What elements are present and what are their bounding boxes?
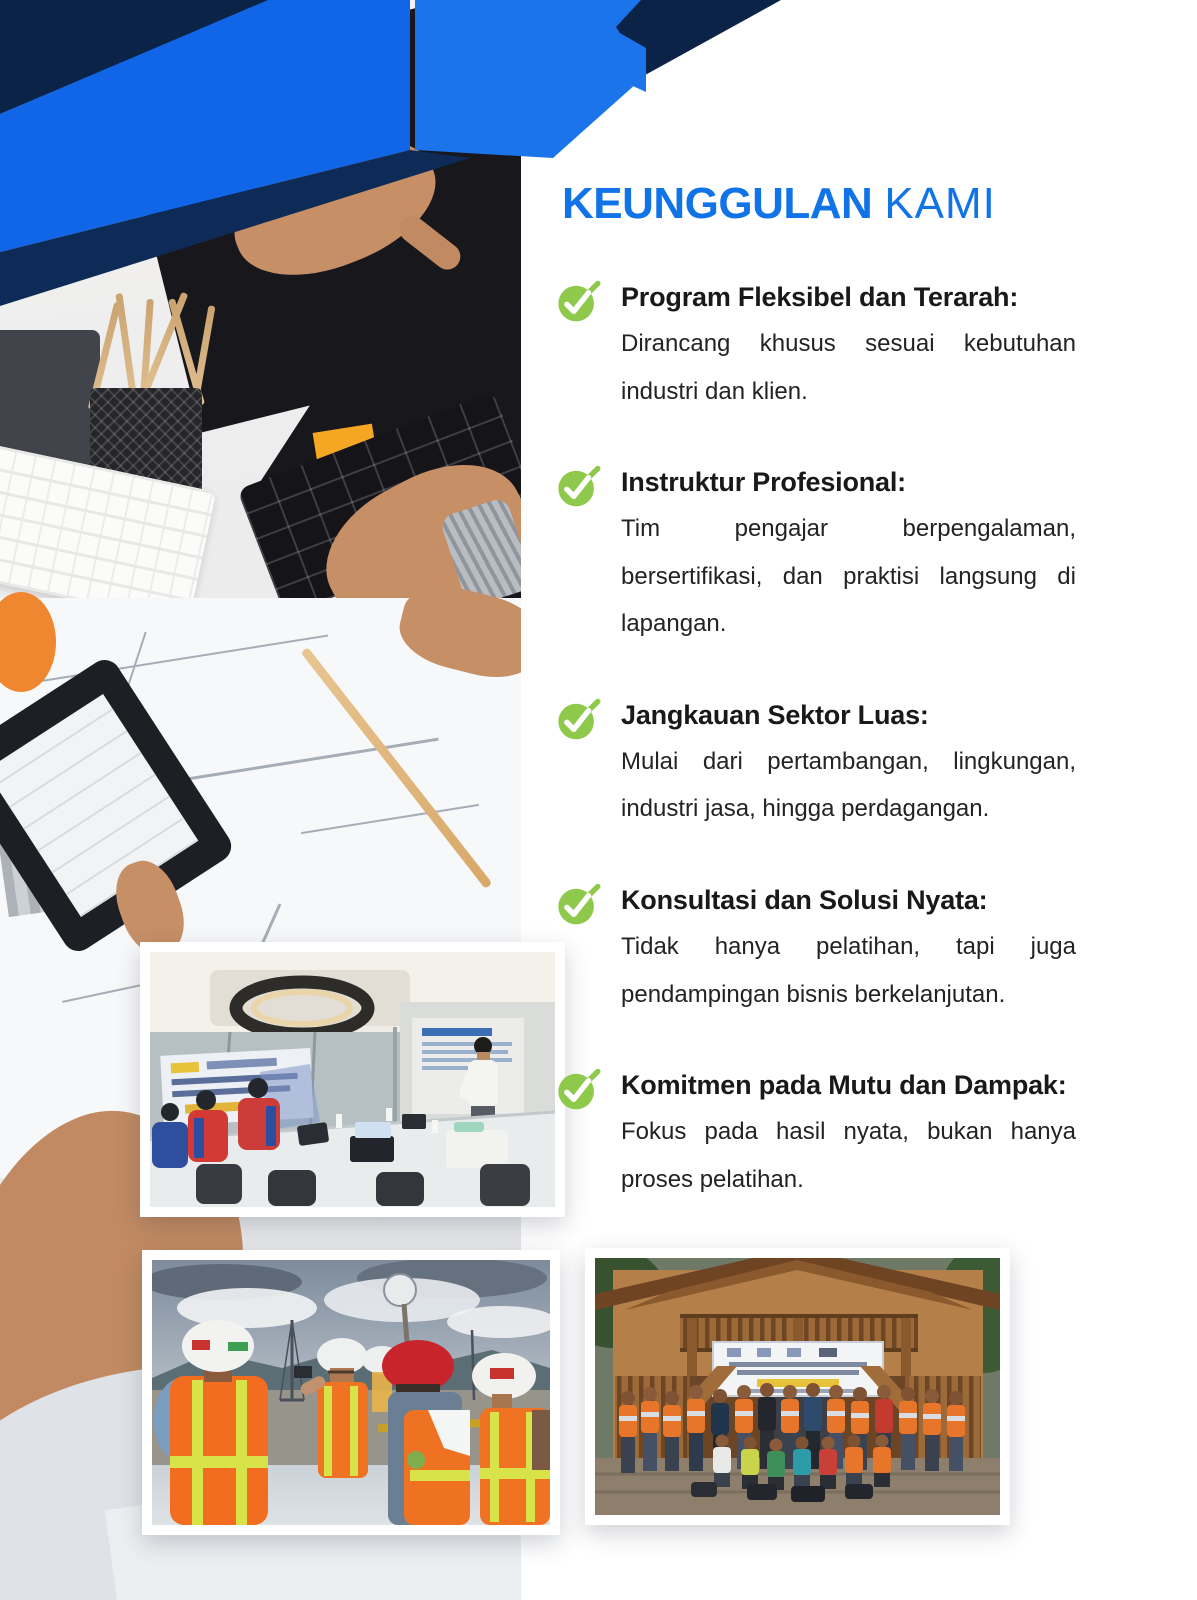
group-photo <box>585 1248 1010 1525</box>
site-visit-illustration <box>152 1260 550 1525</box>
advantage-item <box>556 883 1084 1018</box>
check-circle-icon <box>556 1068 604 1112</box>
advantage-item <box>556 465 1084 648</box>
advantage-heading: Instruktur Profesional: <box>621 467 906 498</box>
advantage-body: Tim pengajar berpengalaman, bersertifikasi, dan praktisi langsung di lapangan. <box>621 515 1076 638</box>
group-photo-illustration <box>595 1258 1000 1515</box>
training-session-photo <box>140 942 565 1217</box>
advantage-text <box>621 465 1076 648</box>
navy-chevron-shape <box>616 0 781 74</box>
advantage-body: Mulai dari pertambangan, lingkungan, industri jasa, hingga perdagangan. <box>621 747 1076 823</box>
site-visit-photo <box>142 1250 560 1535</box>
advantage-text <box>621 280 1076 415</box>
blue-parallelogram-shape <box>611 28 646 92</box>
advantage-heading: Jangkauan Sektor Luas: <box>621 699 929 730</box>
check-circle-icon <box>556 280 604 324</box>
standing-row <box>619 1383 965 1473</box>
advantage-item <box>556 698 1084 833</box>
check-circle-icon <box>556 698 604 742</box>
advantage-item <box>556 280 1084 415</box>
advantage-text <box>621 698 1076 833</box>
advantage-body: Tidak hanya pelatihan, tapi juga pendampingan bisnis berkelanjutan. <box>621 932 1076 1008</box>
title-rest: KAMI <box>884 179 996 228</box>
advantage-body: Dirancang khusus sesuai kebutuhan industri dan klien. <box>621 330 1076 405</box>
advantage-item <box>556 1068 1084 1203</box>
check-circle-icon <box>556 465 604 509</box>
check-circle-icon <box>556 883 604 927</box>
advantages-section <box>556 179 1084 1253</box>
page-title <box>562 179 1084 228</box>
advantage-body: Fokus pada hasil nyata, bukan hanya proses pelatihan. <box>621 1118 1076 1193</box>
advantage-heading: Komitmen pada Mutu dan Dampak: <box>621 1070 1067 1101</box>
title-emphasis: KEUNGGULAN <box>562 179 873 228</box>
advantage-text <box>621 883 1076 1018</box>
training-session-illustration <box>150 952 555 1207</box>
advantage-heading: Program Fleksibel dan Terarah: <box>621 282 1019 312</box>
advantage-text <box>621 1068 1076 1203</box>
advantage-heading: Konsultasi dan Solusi Nyata: <box>621 884 988 915</box>
